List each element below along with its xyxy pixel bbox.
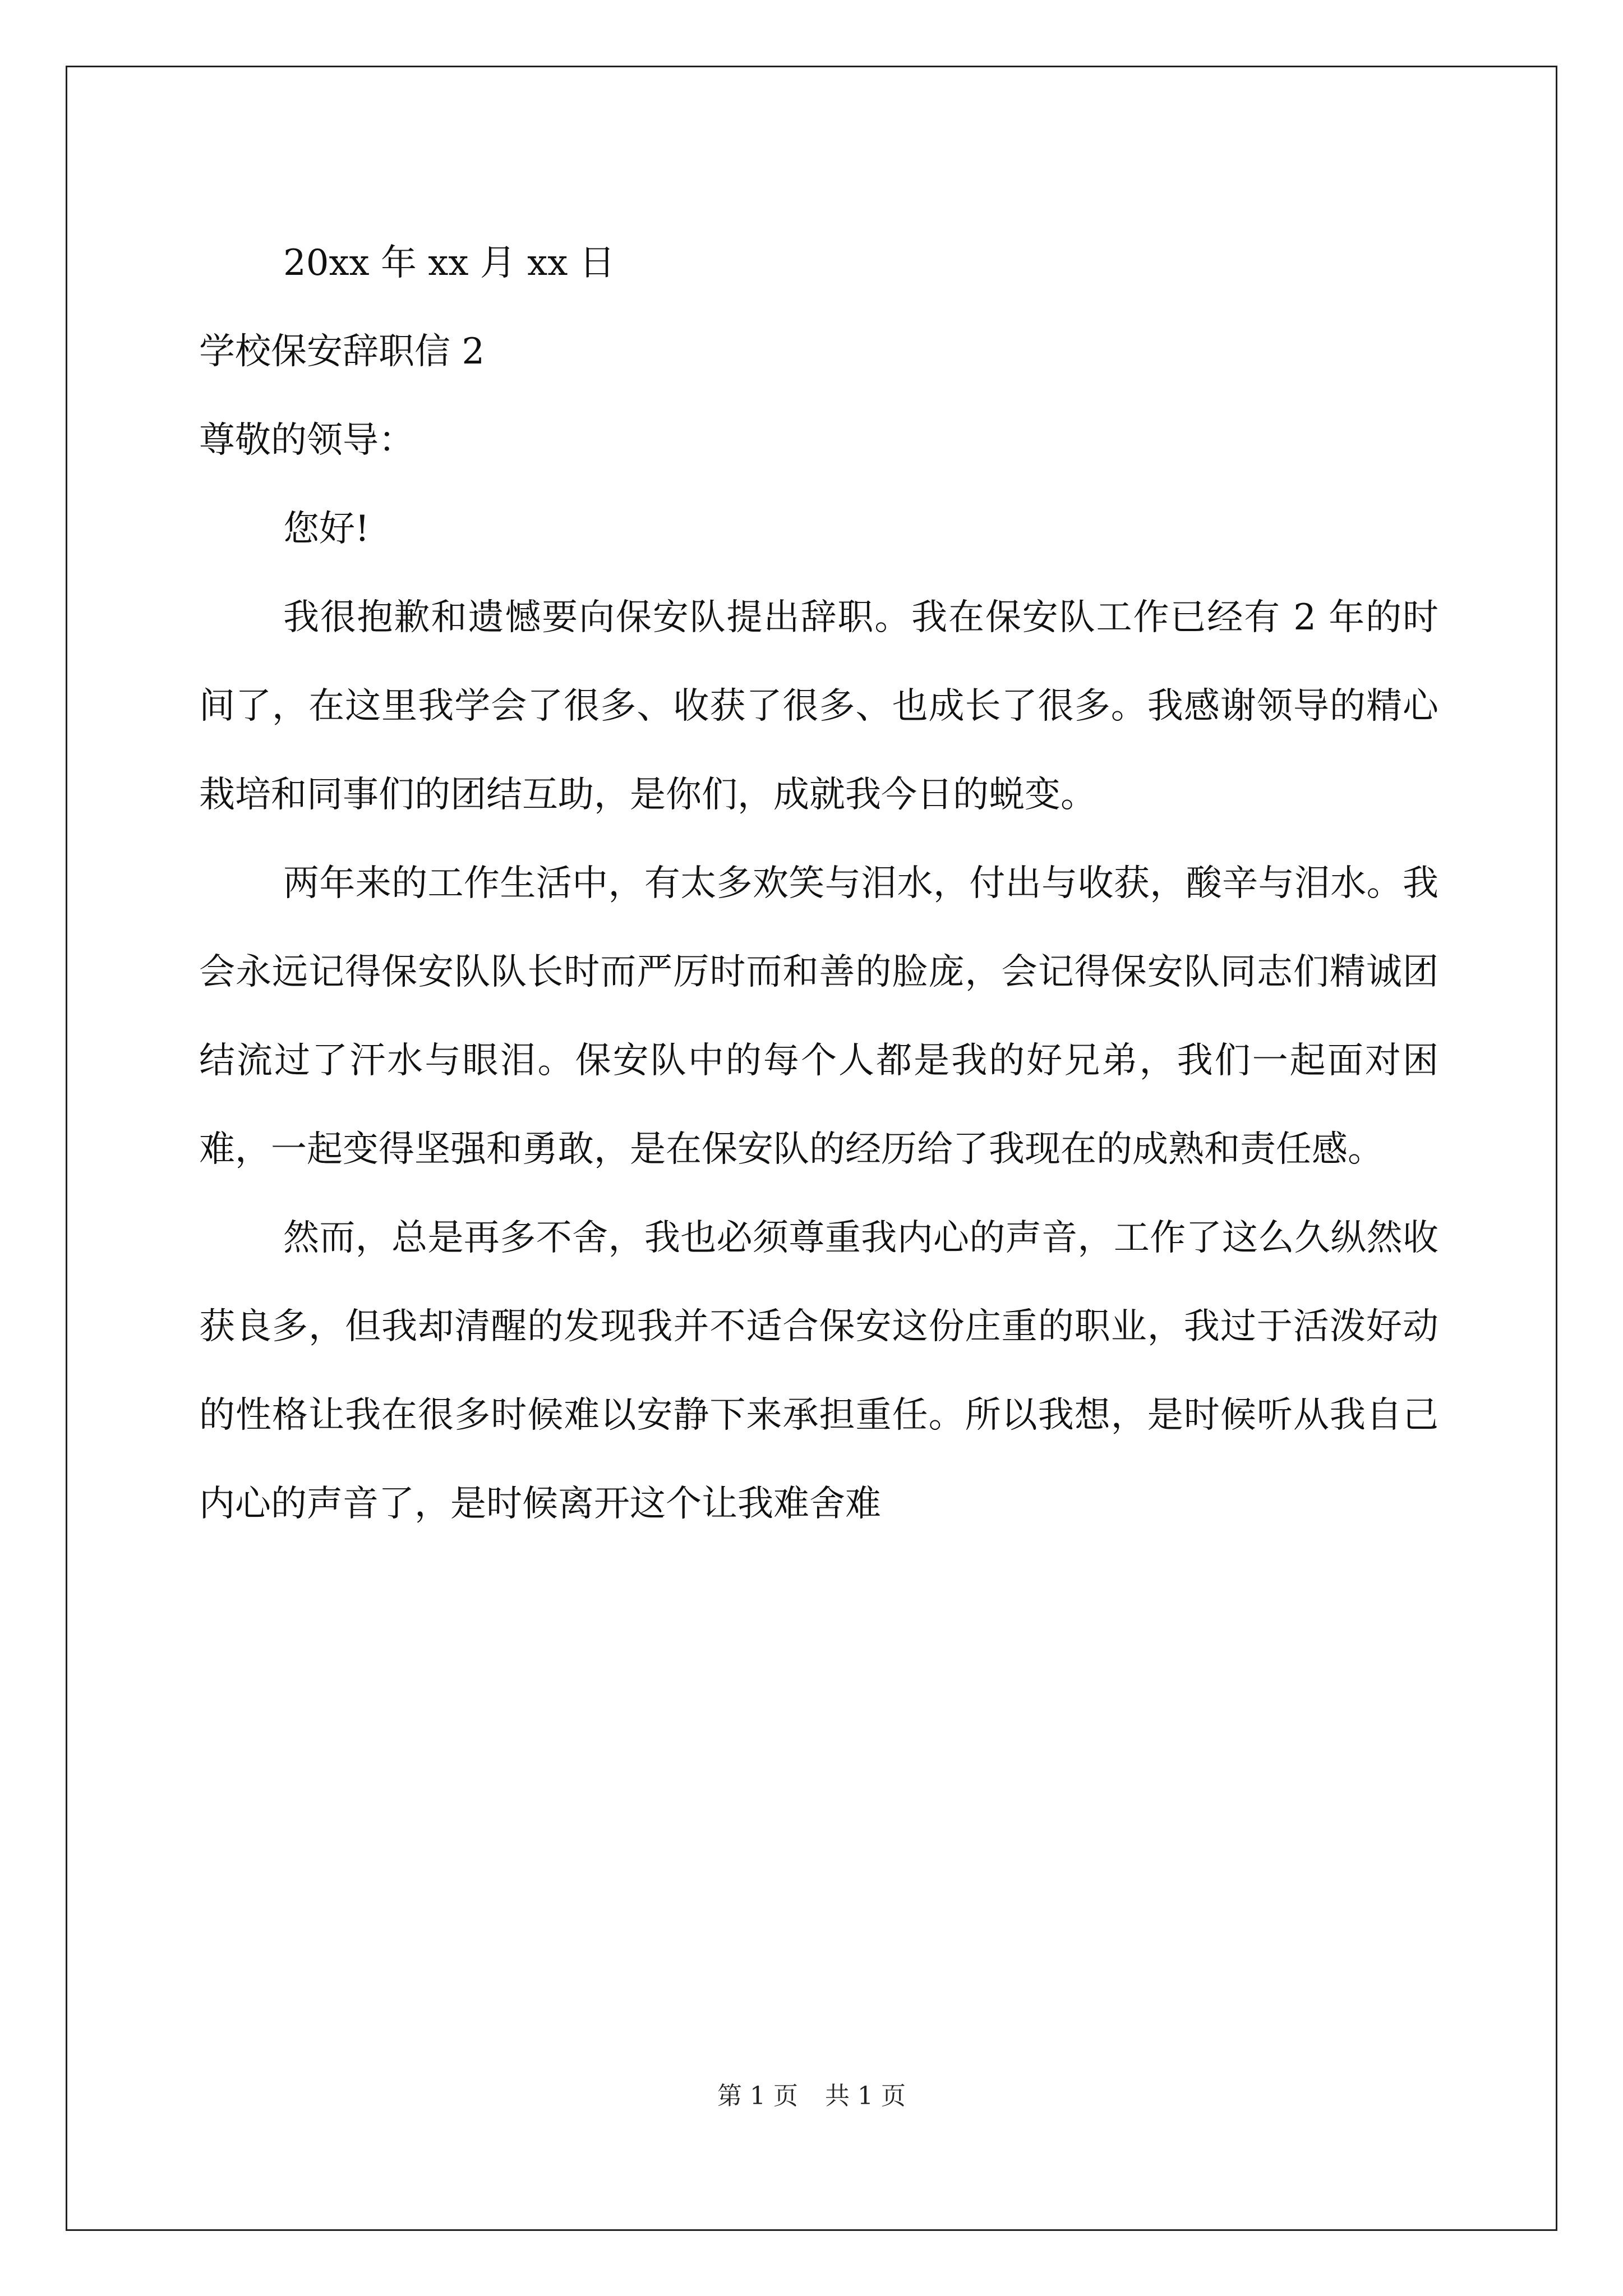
document-body <box>199 219 1438 1548</box>
salutation: 尊敬的领导： <box>199 420 414 461</box>
greeting: 您好! <box>283 508 370 550</box>
paragraph-1: 我很抱歉和遗憾要向保安队提出辞职。我在保安队工作已经有 2 年的时间了，在这里我学会了很多、收获了很多、也成长了很多。我感谢领导的精心栽培和同事们的团结互助，是你们，成就我今日的蜕变。 <box>199 597 1438 816</box>
paragraph-3: 然而，总是再多不舍，我也必须尊重我内心的声音，工作了这么久纵然收获良多，但我却清醒的发现我并不适合保安这份庄重的职业，我过于活泼好动的性格让我在很多时候难以安静下来承担重任。所以我想，是时候听从我自己内心的声音了，是时候离开这个让我难舍难 <box>199 1217 1438 1525</box>
date-line: 20xx 年 xx 月 xx 日 <box>283 242 615 284</box>
page-total: 共 1 页 <box>825 2082 906 2110</box>
letter-title: 学校保安辞职信 2 <box>199 331 485 372</box>
page-footer <box>0 2076 1623 2111</box>
page-number: 第 1 页 <box>717 2082 798 2110</box>
paragraph-2: 两年来的工作生活中，有太多欢笑与泪水，付出与收获，酸辛与泪水。我会永远记得保安队队长时而严厉时而和善的脸庞，会记得保安队同志们精诚团结流过了汗水与眼泪。保安队中的每个人都是我的好兄弟，我们一起面对困难，一起变得坚强和勇敢，是在保安队的经历给了我现在的成熟和责任感。 <box>199 863 1438 1170</box>
